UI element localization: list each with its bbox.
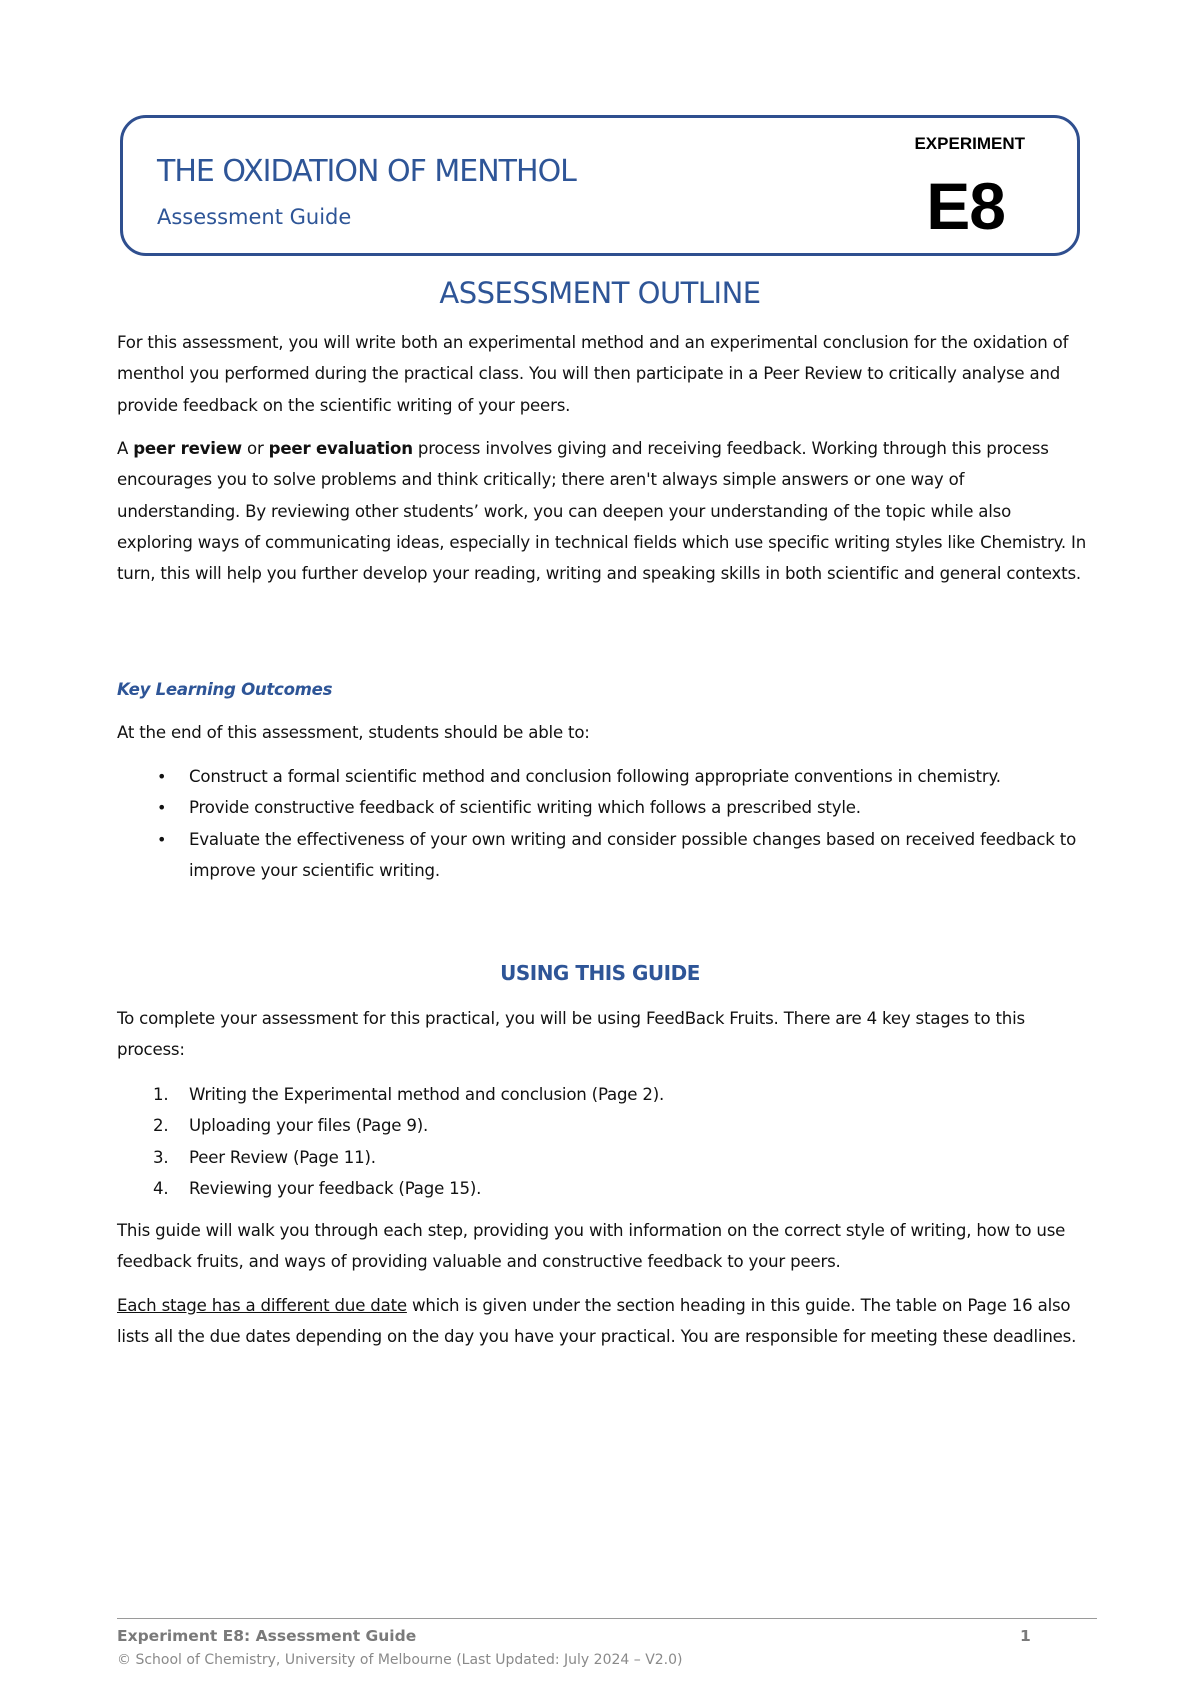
list-item (117, 824, 1089, 887)
key-outcomes-heading: Key Learning Outcomes (117, 680, 333, 699)
list-item-text: Construct a formal scientific method and conclusion following appropriate conventions in chemistry. (189, 767, 1001, 786)
stage-text: Uploading your files (Page 9). (189, 1116, 429, 1136)
document-subtitle: Assessment Guide (157, 205, 352, 229)
bullet-icon: • (157, 767, 167, 786)
page-number: 1 (1020, 1627, 1031, 1645)
walkthrough-paragraph: This guide will walk you through each step, providing you with information on the correct style of writing, how to use feedback fruits, and ways of providing valuable and constructive feedback to your peers. (117, 1221, 1066, 1272)
due-date-emphasis: Each stage has a different due date (117, 1296, 407, 1315)
stage-text: Peer Review (Page 11). (189, 1147, 376, 1167)
list-item (117, 1110, 1089, 1141)
stage-text: Reviewing your feedback (Page 15). (189, 1178, 482, 1198)
experiment-label: EXPERIMENT (914, 134, 1025, 153)
list-item (117, 761, 1089, 792)
footer-title: Experiment E8: Assessment Guide (117, 1627, 417, 1645)
assessment-outline-heading: ASSESSMENT OUTLINE (439, 276, 761, 310)
para2-text-a: A (117, 439, 134, 458)
due-dates-paragraph (117, 1290, 1089, 1353)
bullet-icon: • (157, 829, 167, 849)
stage-text: Writing the Experimental method and conclusion (Page 2). (189, 1085, 665, 1104)
bullet-icon: • (157, 798, 167, 818)
list-item (117, 1079, 1089, 1110)
title-box (120, 115, 1080, 256)
outline-paragraph-2 (117, 433, 1089, 589)
using-guide-heading: USING THIS GUIDE (500, 961, 700, 985)
using-guide-intro: To complete your assessment for this practical, you will be using FeedBack Fruits. There are 4 key stages to this process: (117, 1009, 1025, 1060)
list-item-text: Evaluate the effectiveness of your own writing and consider possible changes based on received feedback to improve your scientific writing. (189, 829, 1077, 880)
stage-number: 4. (153, 1178, 169, 1198)
list-item (117, 1173, 1089, 1204)
stage-number: 1. (153, 1085, 169, 1104)
stage-number: 2. (153, 1116, 169, 1136)
stages-list (117, 1079, 1089, 1204)
footer-divider (117, 1618, 1097, 1619)
list-item (117, 792, 1089, 823)
document-title: THE OXIDATION OF MENTHOL (157, 154, 576, 189)
key-outcomes-list (117, 761, 1089, 886)
term-peer-evaluation: peer evaluation (268, 439, 413, 458)
due-date-text: which is given under the section heading in this guide. The table on Page 16 also lists all the due dates depending on the day you have your practical. You are responsible for meeting these deadlines. (117, 1296, 1077, 1347)
key-outcomes-intro: At the end of this assessment, students should be able to: (117, 723, 590, 742)
list-item-text: Provide constructive feedback of scientific writing which follows a prescribed style. (189, 798, 861, 818)
experiment-code: E8 (926, 169, 1005, 243)
para2-text-b: or (241, 439, 269, 458)
footer-copyright: © School of Chemistry, University of Melbourne (Last Updated: July 2024 – V2.0) (117, 1652, 683, 1668)
list-item (117, 1142, 1089, 1173)
para2-text-c: process involves giving and receiving feedback. Working through this process encourages you to solve problems and think critically; there aren't always simple answers or one way of understanding. By reviewing other students’ work, you can deepen your understanding of the topic while also exploring ways of communicating ideas, especially in technical fields which use specific writing styles like Chemistry. In turn, this will help you further develop your reading, writing and speaking skills in both scientific and general contexts. (117, 439, 1087, 584)
term-peer-review: peer review (133, 439, 242, 458)
outline-paragraph-1: For this assessment, you will write both an experimental method and an experimental conclusion for the oxidation of menthol you performed during the practical class. You will then participate in a Peer Review to critically analyse and provide feedback on the scientific writing of your peers. (117, 333, 1069, 415)
stage-number: 3. (153, 1147, 169, 1167)
